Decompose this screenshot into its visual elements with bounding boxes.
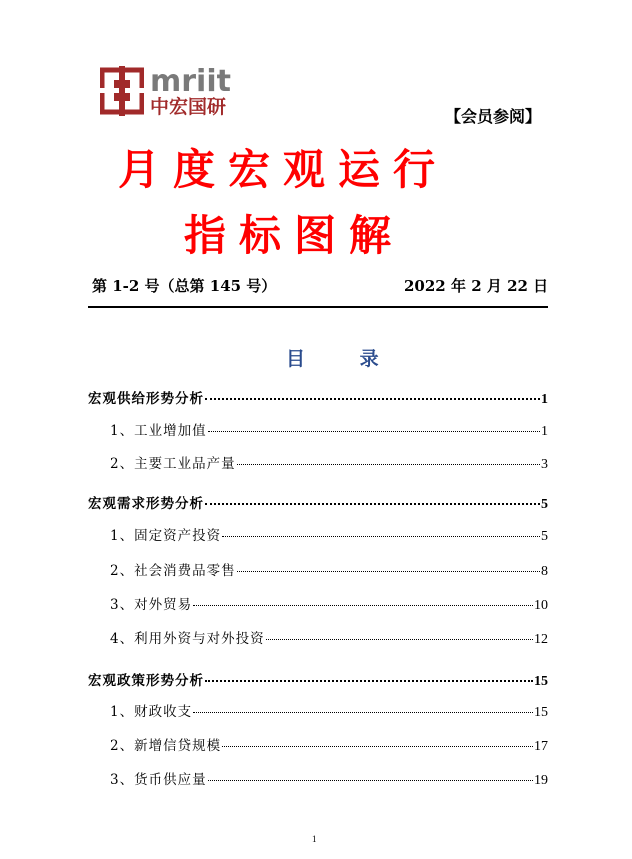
toc-leader-dots (208, 779, 533, 781)
logo-text-cn: 中宏国研 (150, 96, 227, 118)
toc-leader-dots (222, 745, 533, 747)
toc-entry-text: 3、对外贸易 (110, 597, 193, 613)
page-number: 1 (312, 834, 317, 844)
toc-entry-page: 17 (534, 739, 548, 754)
toc-leader-dots (266, 638, 533, 640)
toc-item-foreign-investment[interactable] (88, 629, 548, 650)
toc-heading: 目 录 (286, 348, 403, 370)
mriit-logo-mark-icon (100, 66, 144, 116)
toc-entry-page: 3 (541, 457, 548, 472)
toc-entry-text: 宏观供给形势分析 (88, 391, 204, 407)
header-divider (88, 306, 548, 308)
toc-entry-text: 宏观政策形势分析 (88, 673, 204, 689)
toc-leader-dots (193, 604, 533, 606)
toc-leader-dots (205, 502, 540, 505)
toc-entry-text: 1、财政收支 (110, 704, 193, 720)
toc-entry-text: 2、主要工业品产量 (110, 456, 236, 472)
toc-leader-dots (237, 570, 540, 572)
toc-item-foreign-trade[interactable] (88, 595, 548, 616)
issue-date: 2022 年 2 月 22 日 (404, 277, 549, 295)
issue-number: 第 1-2 号（总第 145 号） (92, 277, 277, 295)
toc-entry-page: 19 (534, 773, 548, 788)
toc-entry-text: 4、利用外资与对外投资 (110, 631, 265, 647)
toc-entry-page: 1 (541, 424, 548, 439)
toc-section-demand[interactable] (88, 494, 548, 515)
toc-entry-text: 宏观需求形势分析 (88, 496, 204, 512)
toc-entry-page: 15 (534, 674, 548, 689)
toc-entry-page: 10 (534, 598, 548, 613)
toc-leader-dots (193, 711, 533, 713)
toc-entry-text: 1、固定资产投资 (110, 528, 222, 544)
toc-item-fixed-asset-investment[interactable] (88, 526, 548, 547)
toc-entry-page: 5 (541, 497, 548, 512)
member-tag: 【会员参阅】 (445, 107, 542, 126)
toc-entry-page: 1 (541, 392, 548, 407)
toc-entry-text: 2、社会消费品零售 (110, 563, 236, 579)
toc-entry-page: 5 (541, 529, 548, 544)
mriit-logo (100, 66, 230, 118)
toc-entry-text: 1、工业增加值 (110, 423, 207, 439)
toc-entry-page: 15 (534, 705, 548, 720)
toc-leader-dots (208, 430, 540, 432)
toc-leader-dots (237, 463, 540, 465)
toc-leader-dots (205, 397, 540, 400)
toc-item-money-supply[interactable] (88, 770, 548, 791)
toc-entry-text: 2、新增信贷规模 (110, 738, 222, 754)
report-title-line2: 指标图解 (184, 211, 405, 260)
toc-item-fiscal[interactable] (88, 702, 548, 723)
toc-item-retail-sales[interactable] (88, 561, 548, 582)
toc-section-supply[interactable] (88, 389, 548, 410)
toc-item-new-credit[interactable] (88, 736, 548, 757)
toc-section-policy[interactable] (88, 671, 548, 692)
toc-entry-page: 8 (541, 564, 548, 579)
toc-leader-dots (205, 679, 533, 682)
toc-entry-page: 12 (534, 632, 548, 647)
toc-entry-text: 3、货币供应量 (110, 772, 207, 788)
toc-item-industrial-output[interactable] (88, 454, 548, 475)
toc-leader-dots (222, 535, 540, 537)
report-title-line1: 月度宏观运行 (118, 145, 449, 194)
logo-text-en: mriit (150, 64, 231, 99)
toc-item-industrial-value-added[interactable] (88, 421, 548, 442)
